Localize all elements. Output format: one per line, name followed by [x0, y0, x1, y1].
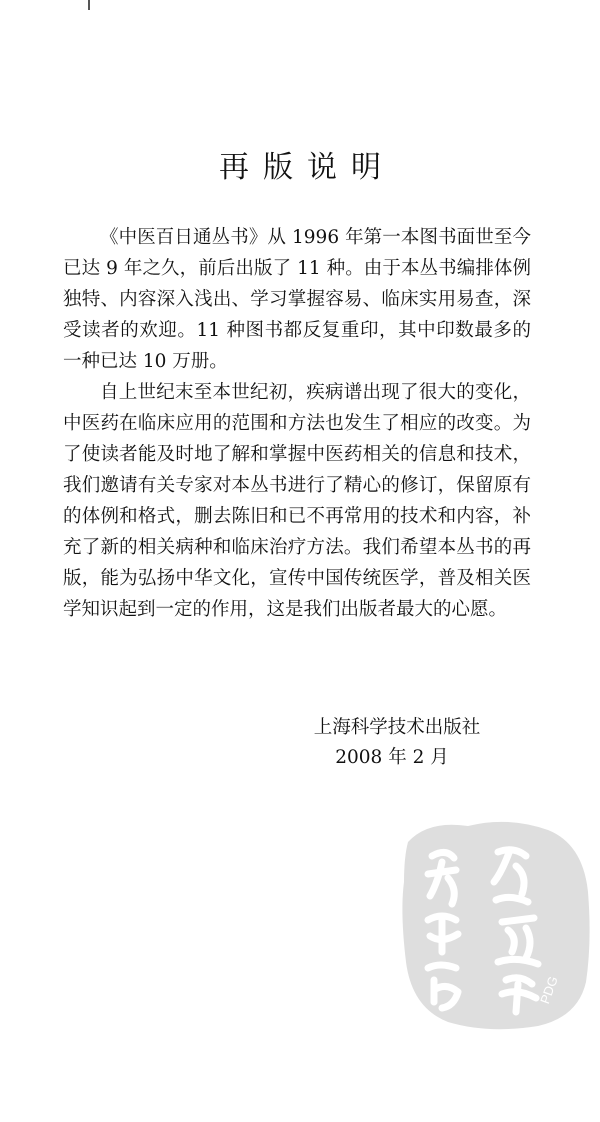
watermark-text: PDG [537, 974, 561, 1006]
preface-body [63, 222, 531, 625]
watermark-seal-icon [398, 812, 594, 1034]
publisher-name: 上海科学技术出版社 [313, 717, 481, 738]
publication-date: 2008 年 2 月 [335, 747, 449, 768]
paragraph-2: 自上世纪末至本世纪初，疾病谱出现了很大的变化，中医药在临床应用的范围和方法也发生了相应的改变。为了使读者能及时地了解和掌握中医药相关的信息和技术，我们邀请有关专家对本丛书进行了精心的修订，保留原有的体例和格式，删去陈旧和已不再常用的技术和内容，补充了新的相关病种和临床治疗方法。我们希望本丛书的再版，能为弘扬中华文化，宣传中国传统医学，普及相关医学知识起到一定的作用，这是我们出版者最大的心愿。 [63, 382, 531, 620]
page-title: 再版说明 [219, 150, 395, 185]
scan-edge-mark [88, 0, 90, 10]
paragraph-1: 《中医百日通丛书》从 1996 年第一本图书面世至今已达 9 年之久，前后出版了 11 种。由于本丛书编排体例独特、内容深入浅出、学习掌握容易、临床实用易查，深受读者的欢迎。11 种图书都反复重印，其中印数最多的一种已达 10 万册。 [63, 227, 531, 372]
signature-block [256, 713, 526, 773]
